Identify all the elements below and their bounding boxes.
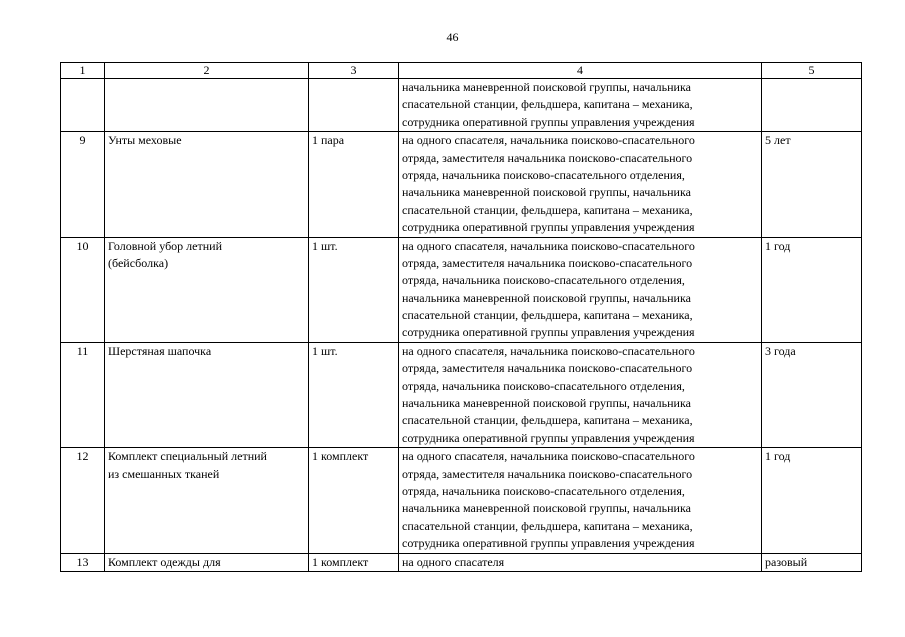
wear-term: 5 лет <box>765 133 791 148</box>
column-header-1: 1 <box>61 63 105 79</box>
quantity: 1 пара <box>312 133 345 148</box>
recipients-line: отряда, заместителя начальника поисково-спасательного <box>402 361 693 376</box>
row-number: 9 <box>79 133 86 148</box>
quantity-cell <box>309 342 399 447</box>
quantity: 1 комплект <box>312 449 369 464</box>
recipients-cell <box>399 237 762 342</box>
column-header-3: 3 <box>309 63 399 79</box>
recipients-line: отряда, заместителя начальника поисково-спасательного <box>402 466 693 481</box>
table-body <box>61 79 862 572</box>
item-name-line: Комплект одежды для <box>108 554 221 569</box>
wear-term: 1 год <box>765 238 791 253</box>
wear-term: 1 год <box>765 449 791 464</box>
item-name-line: Головной убор летний <box>108 238 222 253</box>
recipients-line: отряда, начальника поисково-спасательного отделения, <box>402 167 685 182</box>
recipients-line: спасательной станции, фельдшера, капитана – механика, <box>402 518 693 533</box>
row-number-cell <box>61 448 105 553</box>
row-number: 12 <box>76 449 89 464</box>
row-number-cell <box>61 342 105 447</box>
wear-term-cell <box>762 553 862 571</box>
recipients-cell <box>399 553 762 571</box>
wear-term-cell <box>762 79 862 132</box>
column-header-4: 4 <box>399 63 762 79</box>
item-name-cell <box>105 132 309 237</box>
item-name-cell <box>105 448 309 553</box>
recipients-line: на одного спасателя, начальника поисково-спасательного <box>402 133 695 148</box>
item-name-cell <box>105 342 309 447</box>
recipients-line: сотрудника оперативной группы управления учреждения <box>402 220 695 235</box>
wear-term-cell <box>762 237 862 342</box>
row-number: 10 <box>76 238 89 253</box>
recipients-line: спасательной станции, фельдшера, капитана – механика, <box>402 202 693 217</box>
recipients-line: сотрудника оперативной группы управления учреждения <box>402 325 695 340</box>
recipients-cell <box>399 448 762 553</box>
row-number-cell <box>61 79 105 132</box>
table-row <box>61 132 862 237</box>
item-name-line: Шерстяная шапочка <box>108 343 212 358</box>
recipients-line: начальника маневренной поисковой группы, начальника <box>402 501 691 516</box>
recipients-line: отряда, начальника поисково-спасательного отделения, <box>402 483 685 498</box>
page-number: 46 <box>446 30 459 44</box>
recipients-line: на одного спасателя, начальника поисково-спасательного <box>402 238 695 253</box>
recipients-line: сотрудника оперативной группы управления учреждения <box>402 430 695 445</box>
wear-term-cell <box>762 342 862 447</box>
recipients-line: спасательной станции, фельдшера, капитана – механика, <box>402 97 693 112</box>
quantity-cell <box>309 448 399 553</box>
item-name-line: (бейсболка) <box>108 255 169 270</box>
wear-term-cell <box>762 448 862 553</box>
recipients-line: на одного спасателя <box>402 554 505 569</box>
row-number-cell <box>61 553 105 571</box>
quantity-cell <box>309 553 399 571</box>
recipients-line: отряда, заместителя начальника поисково-спасательного <box>402 150 693 165</box>
quantity: 1 шт. <box>312 238 338 253</box>
row-number-cell <box>61 132 105 237</box>
quantity-cell <box>309 79 399 132</box>
item-name-line: из смешанных тканей <box>108 466 220 481</box>
table-row <box>61 237 862 342</box>
recipients-line: на одного спасателя, начальника поисково-спасательного <box>402 343 695 358</box>
column-header-2: 2 <box>105 63 309 79</box>
item-name-cell <box>105 553 309 571</box>
table-row <box>61 79 862 132</box>
recipients-line: отряда, начальника поисково-спасательного отделения, <box>402 273 685 288</box>
recipients-line: отряда, заместителя начальника поисково-спасательного <box>402 255 693 270</box>
table-header-row <box>61 63 862 79</box>
item-name-line: Комплект специальный летний <box>108 449 267 464</box>
column-header-5: 5 <box>762 63 862 79</box>
recipients-cell <box>399 79 762 132</box>
row-number: 11 <box>76 343 89 358</box>
item-name-cell <box>105 79 309 132</box>
norms-table <box>60 62 862 572</box>
wear-term-cell <box>762 132 862 237</box>
table-row <box>61 553 862 571</box>
item-name-line: Унты меховые <box>108 133 182 148</box>
recipients-cell <box>399 132 762 237</box>
recipients-line: сотрудника оперативной группы управления учреждения <box>402 114 695 129</box>
quantity-cell <box>309 132 399 237</box>
recipients-line: начальника маневренной поисковой группы, начальника <box>402 396 691 411</box>
recipients-line: отряда, начальника поисково-спасательного отделения, <box>402 378 685 393</box>
recipients-line: на одного спасателя, начальника поисково-спасательного <box>402 449 695 464</box>
recipients-line: спасательной станции, фельдшера, капитана – механика, <box>402 308 693 323</box>
item-name-cell <box>105 237 309 342</box>
recipients-line: начальника маневренной поисковой группы, начальника <box>402 185 691 200</box>
row-number: 13 <box>76 554 89 569</box>
table-row <box>61 342 862 447</box>
quantity-cell <box>309 237 399 342</box>
quantity: 1 шт. <box>312 343 338 358</box>
wear-term: 3 года <box>765 343 796 358</box>
recipients-line: спасательной станции, фельдшера, капитана – механика, <box>402 413 693 428</box>
row-number-cell <box>61 237 105 342</box>
recipients-line: начальника маневренной поисковой группы, начальника <box>402 80 691 94</box>
recipients-line: начальника маневренной поисковой группы, начальника <box>402 290 691 305</box>
wear-term: разовый <box>765 554 808 569</box>
recipients-line: сотрудника оперативной группы управления учреждения <box>402 536 695 551</box>
quantity: 1 комплект <box>312 554 369 569</box>
recipients-cell <box>399 342 762 447</box>
table-row <box>61 448 862 553</box>
